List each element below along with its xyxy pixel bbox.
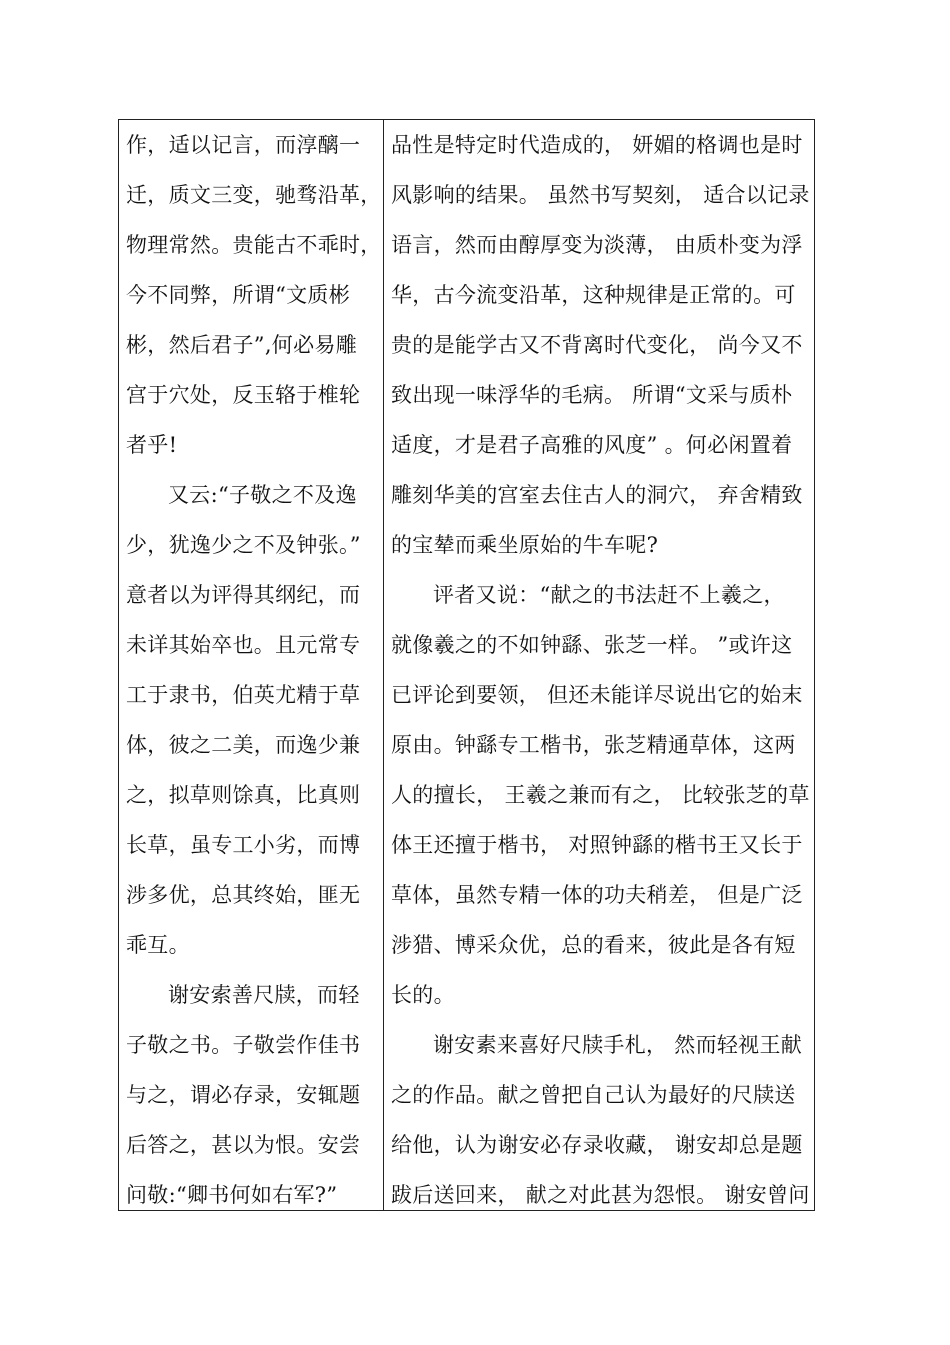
classical-text-line: 子敬之书。子敬尝作佳书 (126, 1033, 361, 1057)
classical-text-line: 今不同弊，所谓“文质彬 (126, 283, 351, 307)
translation-text-line: 之的作品。献之曾把自己认为最好的尺牍送 (391, 1083, 796, 1107)
translation-text-line: 致出现一味浮华的毛病。 所谓“文采与质朴 (391, 383, 793, 407)
classical-text-line: 后答之，甚以为恨。安尝 (126, 1133, 361, 1157)
classical-text-line: 物理常然。贵能古不乖时， (126, 233, 382, 257)
classical-text-line: 体，彼之二美，而逸少兼 (126, 733, 361, 757)
classical-text-line: 意者以为评得其纲纪，而 (126, 583, 361, 607)
classical-text-line: 之，拟草则馀真，比真则 (126, 783, 361, 807)
translation-text-line: 涉猎、博采众优，总的看来，彼此是各有短 (391, 933, 796, 957)
classical-text-line: 宫于穴处，反玉辂于椎轮 (126, 383, 361, 407)
translation-text-line: 适度，才是君子高雅的风度” 。何必闲置着 (391, 433, 793, 457)
translation-text-line: 贵的是能学古又不背离时代变化， 尚今又不 (391, 333, 803, 357)
translation-text-line: 原由。钟繇专工楷书，张芝精通草体，这两 (391, 733, 796, 757)
classical-text-line: 迁，质文三变，驰骛沿革， (126, 183, 382, 207)
classical-text-column (126, 120, 382, 1220)
translation-text-line: 谢安素来喜好尺牍手札， 然而轻视王献 (433, 1033, 803, 1057)
classical-text-line: 者乎! (126, 433, 178, 457)
translation-text-line: 人的擅长， 王羲之兼而有之， 比较张芝的草 (391, 783, 810, 807)
translation-text-line: 就像羲之的不如钟繇、张芝一样。 ”或许这 (391, 633, 793, 657)
classical-text-line: 与之，谓必存录，安辄题 (126, 1083, 361, 1107)
translation-text-line: 语言，然而由醇厚变为淡薄， 由质朴变为浮 (391, 233, 803, 257)
translation-text-line: 已评论到要领， 但还未能详尽说出它的始末 (391, 683, 803, 707)
classical-text-line: 工于隶书，伯英尤精于草 (126, 683, 361, 707)
translation-text-line: 体王还擅于楷书， 对照钟繇的楷书王又长于 (391, 833, 803, 857)
classical-text-line: 未详其始卒也。且元常专 (126, 633, 361, 657)
translation-text-line: 评者又说：“献之的书法赶不上羲之， (433, 583, 785, 607)
translation-text-line: 给他，认为谢安必存录收藏， 谢安却总是题 (391, 1133, 803, 1157)
translation-text-line: 的宝辇而乘坐原始的牛车呢? (391, 533, 659, 557)
classical-text-line: 又云:“子敬之不及逸 (168, 483, 357, 507)
translation-text-line: 风影响的结果。 虽然书写契刻， 适合以记录 (391, 183, 810, 207)
translation-column (391, 120, 809, 1220)
classical-text-line: 涉多优，总其终始，匪无 (126, 883, 361, 907)
column-divider (383, 120, 384, 1210)
translation-text-line: 品性是特定时代造成的， 妍媚的格调也是时 (391, 133, 803, 157)
translation-table (118, 119, 815, 1211)
translation-text-line: 草体，虽然专精一体的功夫稍差， 但是广泛 (391, 883, 803, 907)
classical-text-line: 长草，虽专工小劣，而博 (126, 833, 361, 857)
classical-text-line: 乖互。 (126, 933, 190, 957)
translation-text-line: 跋后送回来， 献之对此甚为怨恨。 谢安曾问 (391, 1183, 810, 1207)
translation-text-line: 雕刻华美的宫室去住古人的洞穴， 弃舍精致 (391, 483, 803, 507)
translation-text-line: 长的。 (391, 983, 455, 1007)
classical-text-line: 少，犹逸少之不及钟张。” (126, 533, 361, 557)
classical-text-line: 彬，然后君子”,何必易雕 (126, 333, 358, 357)
translation-text-line: 华，古今流变沿革，这种规律是正常的。可 (391, 283, 796, 307)
classical-text-line: 作，适以记言，而淳醨一 (126, 133, 361, 157)
classical-text-line: 谢安索善尺牍，而轻 (168, 983, 360, 1007)
classical-text-line: 问敬:“卿书何如右军?” (126, 1183, 338, 1207)
